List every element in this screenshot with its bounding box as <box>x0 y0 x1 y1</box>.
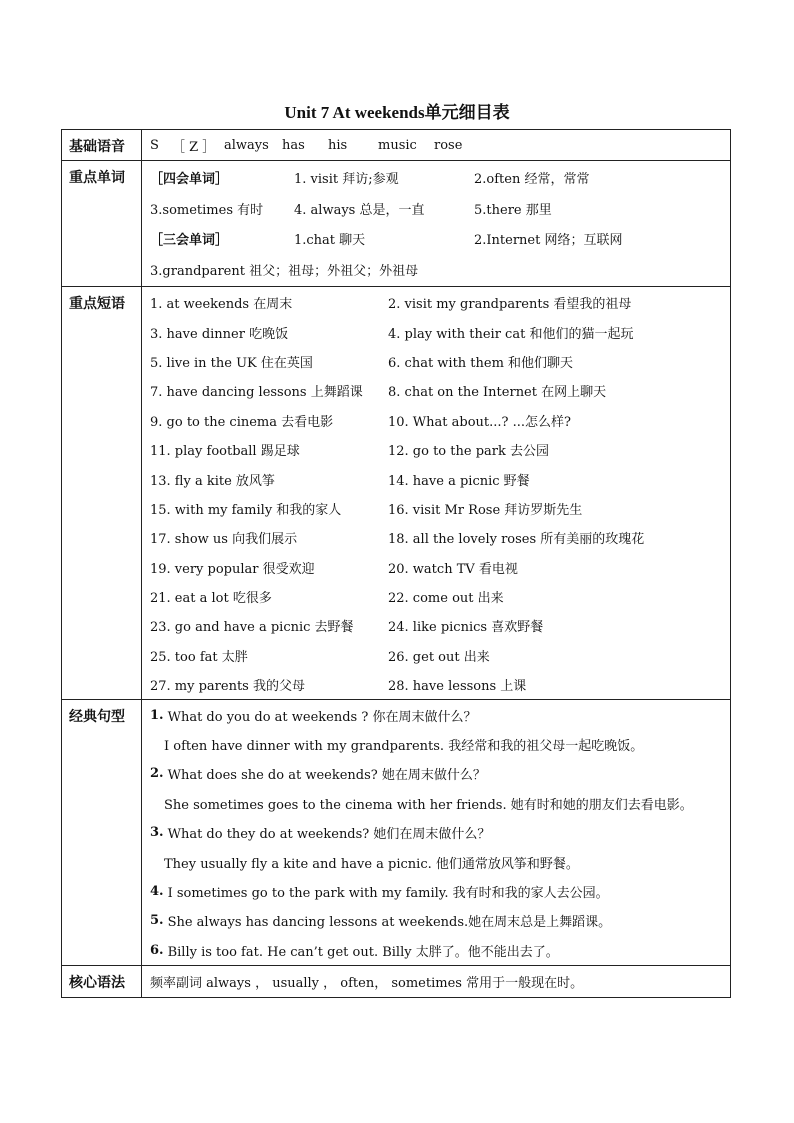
phonics-label: 基础语音 <box>62 130 142 161</box>
vocab-item: 1.chat 聊天 <box>294 232 366 248</box>
phonics-content <box>142 130 731 161</box>
phrase-item: 15. with my family 和我的家人 <box>150 502 342 518</box>
sentence-number: 5. <box>150 913 164 929</box>
phrases-row <box>62 287 731 700</box>
phonics-item: his <box>328 137 348 153</box>
sentence-number: 6. <box>150 942 164 958</box>
sentence-text: What does she do at weekends? 她在周末做什么？ <box>167 768 486 784</box>
sentence-question <box>150 906 730 935</box>
sentence-question <box>150 818 730 847</box>
phrase-item: 12. go to the park 去公园 <box>388 444 549 460</box>
phrase-row <box>150 406 730 435</box>
phrase-row <box>150 582 730 611</box>
vocab-item: 3.sometimes 有时 <box>150 202 264 218</box>
phrase-row <box>150 347 730 376</box>
sentence-number: 2. <box>150 766 164 782</box>
phonics-item: has <box>282 137 305 153</box>
phrase-item: 9. go to the cinema 去看电影 <box>150 414 334 430</box>
phrase-item: 7. have dancing lessons 上舞蹈课 <box>150 385 363 401</box>
phrase-item: 27. my parents 我的父母 <box>150 679 305 695</box>
phrase-item: 21. eat a lot 吃很多 <box>150 591 272 607</box>
sentence-answer: She sometimes goes to the cinema with her friends. 她有时和她的朋友们去看电影。 <box>164 797 693 813</box>
phrase-row <box>150 464 730 493</box>
phrase-item: 13. fly a kite 放风筝 <box>150 473 275 489</box>
sentence-text: She always has dancing lessons at weekends.她在周末总是上舞蹈课。 <box>167 915 612 931</box>
phrase-row <box>150 553 730 582</box>
grammar-label: 核心语法 <box>62 965 142 997</box>
phrase-row <box>150 435 730 464</box>
vocab-item: 1. visit 拜访;参观 <box>294 171 399 187</box>
sentence-list <box>150 700 730 965</box>
phrase-row <box>150 376 730 405</box>
phrase-item: 14. have a picnic 野餐 <box>388 473 530 489</box>
sentence-text: What do you do at weekends ? 你在周末做什么？ <box>167 709 477 725</box>
phonics-item: always <box>224 137 269 153</box>
phrase-item: 26. get out 出来 <box>388 649 490 665</box>
sentence-question <box>150 936 730 965</box>
sentence-number: 3. <box>150 825 164 841</box>
sentence-question <box>150 700 730 729</box>
phrase-item: 2. visit my grandparents 看望我的祖母 <box>388 297 632 313</box>
vocab-row <box>62 161 731 287</box>
phrase-list <box>150 287 730 699</box>
vocab-item: 2.Internet 网络；互联网 <box>474 232 623 248</box>
document-title: Unit 7 At weekends单元细目表 <box>284 103 510 122</box>
sentences-content <box>142 700 731 966</box>
phonics-row <box>62 130 731 161</box>
phonics-item: S <box>150 137 159 153</box>
vocab-item: 2.often 经常，常常 <box>474 171 590 187</box>
phrase-row <box>150 523 730 552</box>
sentence-number: 1. <box>150 707 164 723</box>
phrase-item: 4. play with their cat 和他们的猫一起玩 <box>388 326 634 342</box>
sentences-row <box>62 700 731 966</box>
phrase-item: 6. chat with them 和他们聊天 <box>388 355 574 371</box>
phonics-item: music <box>378 137 417 153</box>
phrase-item: 5. live in the UK 住在英国 <box>150 355 313 371</box>
phrase-item: 23. go and have a picnic 去野餐 <box>150 620 354 636</box>
phrases-content <box>142 287 731 700</box>
vocab-content <box>142 161 731 287</box>
phrase-item: 22. come out 出来 <box>388 591 504 607</box>
unit-detail-table <box>61 129 731 998</box>
phonics-item: rose <box>434 137 463 153</box>
sentence-number: 4. <box>150 884 164 899</box>
vocab-label: 重点单词 <box>62 161 142 287</box>
phonics-item: ［ Z ］ <box>172 139 216 155</box>
sentence-text: I sometimes go to the park with my family. 我有时和我的家人去公园。 <box>167 886 609 901</box>
phrase-item: 20. watch TV 看电视 <box>388 561 518 577</box>
sentence-answer: I often have dinner with my grandparents. 我经常和我的祖父母一起吃晚饭。 <box>164 739 644 755</box>
phrase-row <box>150 641 730 670</box>
sentence-question <box>150 877 730 906</box>
phrase-item: 25. too fat 太胖 <box>150 649 248 665</box>
phrase-item: 24. like picnics 喜欢野餐 <box>388 620 544 636</box>
phrase-row <box>150 670 730 699</box>
sentence-text: What do they do at weekends? 她们在周末做什么？ <box>167 827 491 843</box>
vocab-item: 5.there 那里 <box>474 202 552 218</box>
vocab-item: 3.grandparent 祖父；祖母；外祖父；外祖母 <box>150 263 419 279</box>
grammar-content <box>142 965 731 997</box>
phrase-row <box>150 494 730 523</box>
phrase-item: 8. chat on the Internet 在网上聊天 <box>388 385 607 401</box>
phrase-item: 17. show us 向我们展示 <box>150 532 298 548</box>
sentences-label: 经典句型 <box>62 700 142 966</box>
phrase-row <box>150 611 730 640</box>
phrase-item: 1. at weekends 在周末 <box>150 297 293 313</box>
phrase-item: 11. play football 踢足球 <box>150 444 300 460</box>
sentence-text: Billy is too fat. He can’t get out. Billy 太胖了。他不能出去了。 <box>167 944 559 960</box>
vocab-item: 4. always 总是，一直 <box>294 202 425 218</box>
phrase-row <box>150 317 730 346</box>
sentence-question <box>150 759 730 788</box>
phrase-item: 10. What about...? ...怎么样? <box>388 414 572 430</box>
phrase-row <box>150 288 730 317</box>
phrase-item: 3. have dinner 吃晚饭 <box>150 326 289 342</box>
phrase-item: 16. visit Mr Rose 拜访罗斯先生 <box>388 502 583 518</box>
four-words-header: ［四会单词］ <box>150 171 229 187</box>
grammar-row <box>62 965 731 997</box>
phrase-item: 18. all the lovely roses 所有美丽的玫瑰花 <box>388 532 645 548</box>
sentence-answer: They usually fly a kite and have a picnic. 他们通常放风筝和野餐。 <box>164 856 579 872</box>
phrase-item: 19. very popular 很受欢迎 <box>150 561 315 577</box>
grammar-text: 频率副词 always ， usually ， often， sometimes 常用于一般现在时。 <box>150 975 584 991</box>
phrases-label: 重点短语 <box>62 287 142 700</box>
three-words-header: ［三会单词］ <box>150 232 229 248</box>
phrase-item: 28. have lessons 上课 <box>388 679 527 695</box>
